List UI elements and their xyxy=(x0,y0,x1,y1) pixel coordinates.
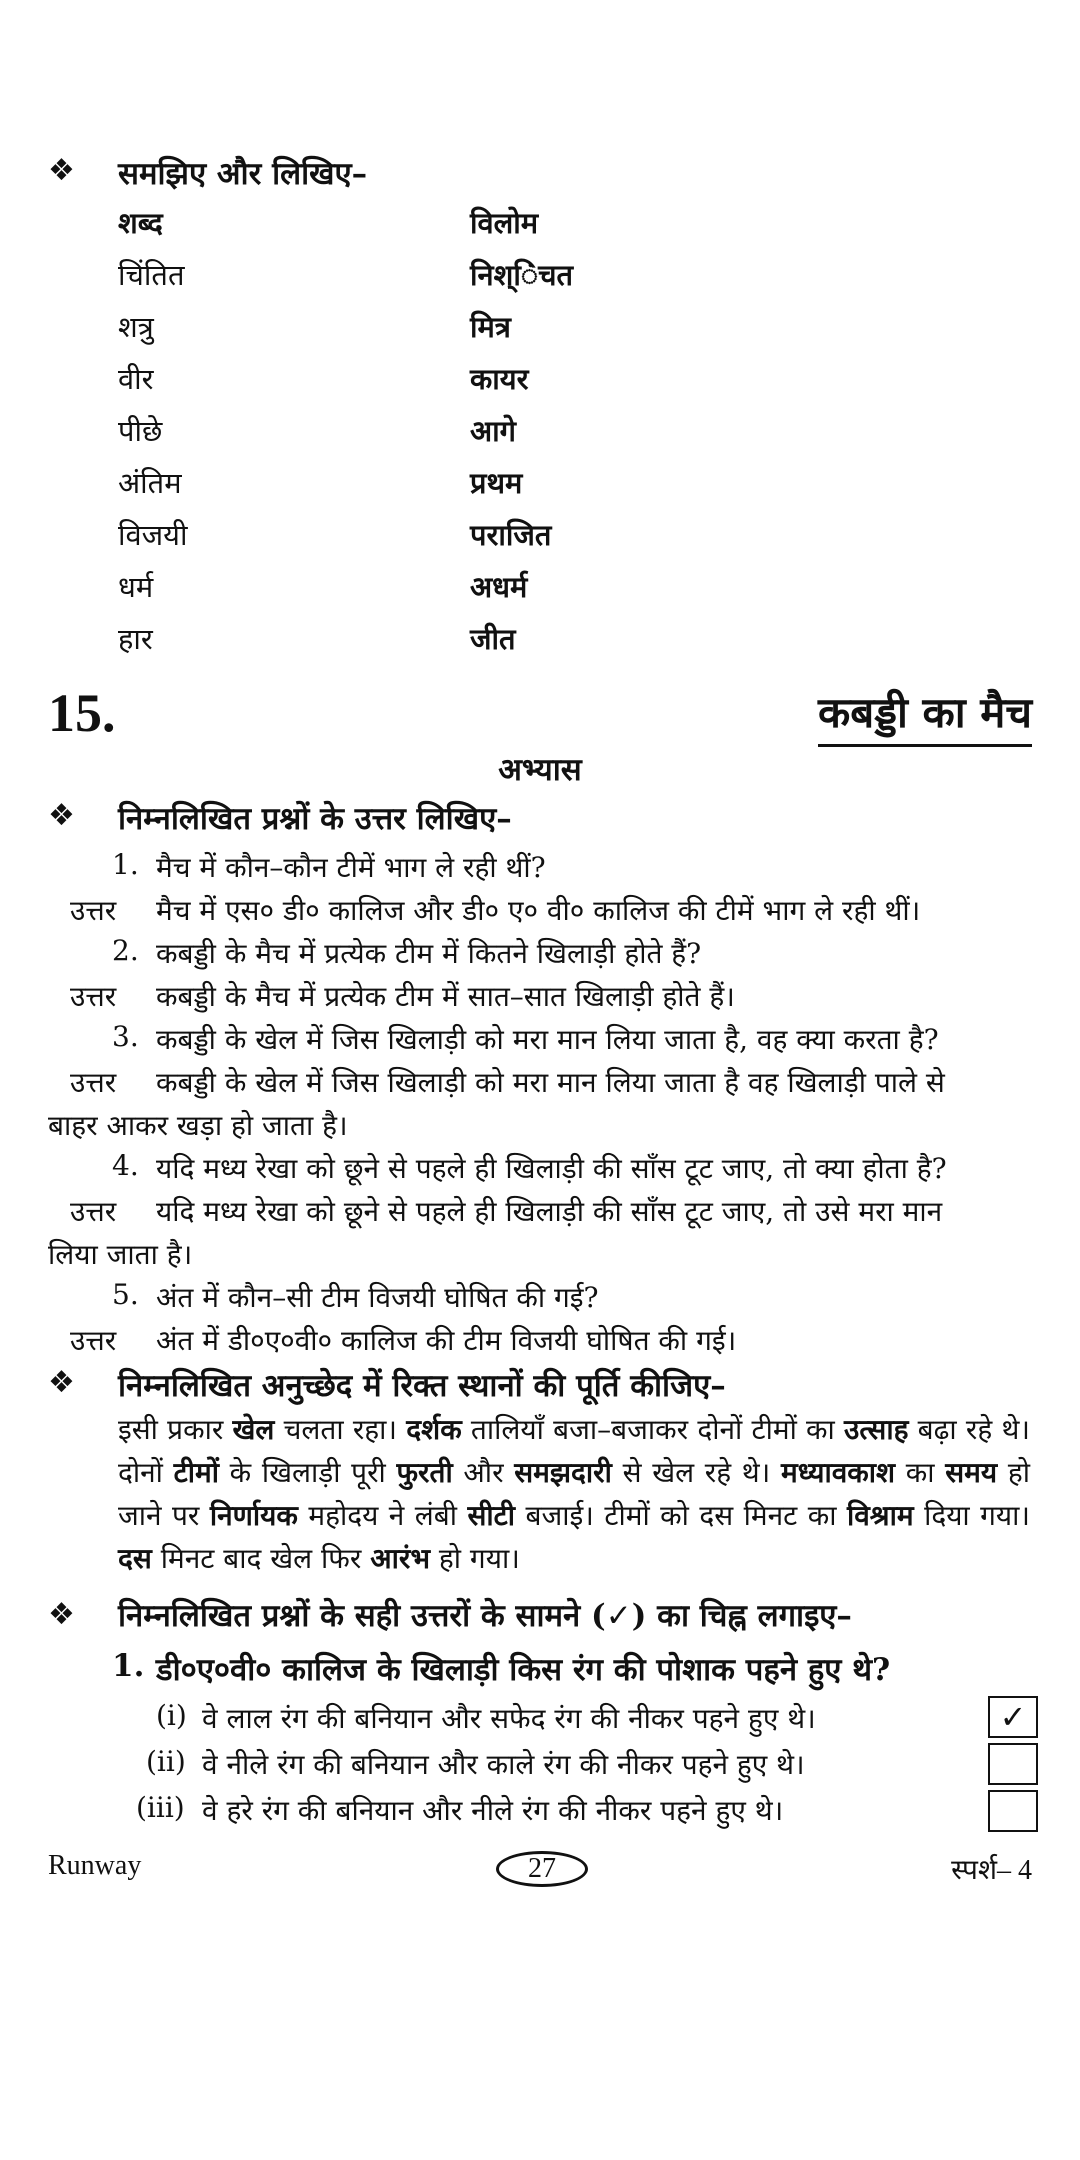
filled-word: फुरती xyxy=(396,1456,453,1489)
opposite-cell: जीत xyxy=(470,622,516,656)
paragraph-text: के खिलाड़ी पूरी xyxy=(218,1456,397,1489)
diamond-bullet-icon: ❖ xyxy=(48,1365,75,1400)
word-cell: चिंतित xyxy=(118,258,185,292)
word-cell: हार xyxy=(118,622,153,656)
filled-word: मध्यावकाश xyxy=(780,1456,896,1489)
opposite-cell: आगे xyxy=(470,414,516,448)
filled-word: आरंभ xyxy=(370,1542,431,1575)
paragraph-text: से खेल रहे थे। xyxy=(611,1456,781,1489)
answer-text: कबड्डी के खेल में जिस खिलाड़ी को मरा मान लिया जाता है वह खिलाड़ी पाले से xyxy=(156,1066,945,1099)
question-number: 4. xyxy=(112,1149,139,1182)
question-number: 3. xyxy=(112,1020,139,1053)
chapter-title: कबड्डी का मैच xyxy=(818,683,1032,747)
paragraph-text: बढ़ा रहे थे। दोनों xyxy=(118,1413,1030,1489)
filled-word: सीटी xyxy=(467,1499,516,1532)
question-text: यदि मध्य रेखा को छूने से पहले ही खिलाड़ी की साँस टूट जाए, तो क्या होता है? xyxy=(156,1152,947,1185)
question-text: कबड्डी के मैच में प्रत्येक टीम में कितने खिलाड़ी होते हैं? xyxy=(156,937,702,970)
paragraph-text: मिनट बाद खेल फिर xyxy=(151,1542,371,1575)
option-text: वे हरे रंग की बनियान और नीले रंग की नीकर पहने हुए थे। xyxy=(202,1794,784,1827)
diamond-bullet-icon: ❖ xyxy=(48,1597,75,1632)
mcq-question: डी०ए०वी० कालिज के खिलाड़ी किस रंग की पोशाक पहने हुए थे? xyxy=(156,1652,891,1688)
question-text: कबड्डी के खेल में जिस खिलाड़ी को मरा मान लिया जाता है, वह क्या करता है? xyxy=(156,1023,939,1056)
section4-heading xyxy=(118,1594,852,1636)
filled-word: विश्राम xyxy=(846,1499,914,1532)
paragraph-text: का xyxy=(895,1456,946,1489)
chapter-number: 15. xyxy=(48,683,116,743)
tick-symbol-icon: ✓ xyxy=(605,1598,632,1634)
opposite-cell: निश्िंचत xyxy=(470,258,574,292)
word-cell: शत्रु xyxy=(118,310,154,344)
filled-word: दर्शक xyxy=(406,1413,462,1446)
option-checkbox[interactable] xyxy=(988,1696,1038,1738)
filled-word: टीमों xyxy=(173,1456,219,1489)
opposite-cell: कायर xyxy=(470,362,529,396)
word-cell: पीछे xyxy=(118,414,163,448)
chapter-subtitle: अभ्यास xyxy=(498,752,582,788)
answer-label: उत्तर xyxy=(70,1066,117,1099)
word-cell: विजयी xyxy=(118,518,188,552)
option-checkbox[interactable] xyxy=(988,1790,1038,1832)
answer-text: अंत में डी०ए०वी० कालिज की टीम विजयी घोषित की गई। xyxy=(156,1324,737,1357)
fill-blanks-paragraph xyxy=(118,1408,1030,1580)
footer-publisher: Runway xyxy=(48,1850,142,1881)
question-number: 5. xyxy=(112,1278,139,1311)
option-checkbox[interactable] xyxy=(988,1743,1038,1785)
paragraph-text: और xyxy=(452,1456,515,1489)
filled-word: उत्साह xyxy=(844,1413,909,1446)
paragraph-text: चलता रहा। xyxy=(274,1413,407,1446)
opposite-cell: प्रथम xyxy=(470,466,523,500)
paragraph-text: दिया गया। xyxy=(913,1499,1031,1532)
answer-text: मैच में एस० डी० कालिज और डी० ए० वी० कालिज की टीमें भाग ले रही थीं। xyxy=(156,894,921,927)
diamond-bullet-icon: ❖ xyxy=(48,153,75,188)
section4-heading-text: ) का चिह्न लगाइए– xyxy=(631,1598,852,1634)
mcq-number: 1. xyxy=(112,1648,145,1684)
answer-label: उत्तर xyxy=(70,1324,117,1357)
diamond-bullet-icon: ❖ xyxy=(48,798,75,833)
opposite-cell: अधर्म xyxy=(470,570,528,604)
col-opposite-header: विलोम xyxy=(470,206,539,240)
footer-book-title: स्पर्श– 4 xyxy=(951,1855,1032,1886)
section1-heading: समझिए और लिखिए– xyxy=(118,156,368,192)
answer-label: उत्तर xyxy=(70,980,117,1013)
page-number-badge xyxy=(496,1851,588,1887)
question-number: 1. xyxy=(112,848,139,881)
paragraph-text: इसी प्रकार xyxy=(118,1413,233,1446)
option-text: वे नीले रंग की बनियान और काले रंग की नीकर पहने हुए थे। xyxy=(202,1748,805,1781)
section2-heading: निम्नलिखित प्रश्नों के उत्तर लिखिए– xyxy=(118,801,512,837)
paragraph-text: हो गया। xyxy=(430,1542,520,1575)
section4-heading-text: निम्नलिखित प्रश्नों के सही उत्तरों के सामने ( xyxy=(118,1598,606,1634)
filled-word: समझदारी xyxy=(514,1456,612,1489)
option-number: (ii) xyxy=(146,1745,186,1778)
col-word-header: शब्द xyxy=(118,206,163,240)
question-text: मैच में कौन–कौन टीमें भाग ले रही थीं? xyxy=(156,851,546,884)
paragraph-text: तालियाँ बजा–बजाकर दोनों टीमों का xyxy=(461,1413,845,1446)
paragraph-text: महोदय ने लंबी xyxy=(297,1499,468,1532)
page-number: 27 xyxy=(528,1853,556,1884)
filled-word: समय xyxy=(945,1456,998,1489)
opposite-cell: मित्र xyxy=(470,310,511,344)
filled-word: निर्णायक xyxy=(209,1499,298,1532)
question-text: अंत में कौन–सी टीम विजयी घोषित की गई? xyxy=(156,1281,599,1314)
answer-label: उत्तर xyxy=(70,1195,117,1228)
section3-heading: निम्नलिखित अनुच्छेद में रिक्त स्थानों की पूर्ति कीजिए– xyxy=(118,1368,726,1404)
opposite-cell: पराजित xyxy=(470,518,552,552)
word-cell: वीर xyxy=(118,362,154,396)
question-number: 2. xyxy=(112,934,139,967)
paragraph-text: बजाई। टीमों को दस मिनट का xyxy=(515,1499,847,1532)
option-number: (i) xyxy=(156,1699,187,1732)
option-number: (iii) xyxy=(136,1791,185,1824)
word-cell: धर्म xyxy=(118,570,154,604)
answer-label: उत्तर xyxy=(70,894,117,927)
answer-text: कबड्डी के मैच में प्रत्येक टीम में सात–सात खिलाड़ी होते हैं। xyxy=(156,980,735,1013)
filled-word: दस xyxy=(118,1542,152,1575)
word-cell: अंतिम xyxy=(118,466,182,500)
answer-text-continued: लिया जाता है। xyxy=(48,1238,193,1271)
paragraph-text: हो जाने पर xyxy=(118,1456,1030,1532)
option-text: वे लाल रंग की बनियान और सफेद रंग की नीकर पहने हुए थे। xyxy=(202,1702,816,1735)
filled-word: खेल xyxy=(232,1413,275,1446)
check-mark-icon: ✓ xyxy=(999,1698,1027,1736)
answer-text: यदि मध्य रेखा को छूने से पहले ही खिलाड़ी की साँस टूट जाए, तो उसे मरा मान xyxy=(156,1195,943,1228)
answer-text-continued: बाहर आकर खड़ा हो जाता है। xyxy=(48,1109,348,1142)
